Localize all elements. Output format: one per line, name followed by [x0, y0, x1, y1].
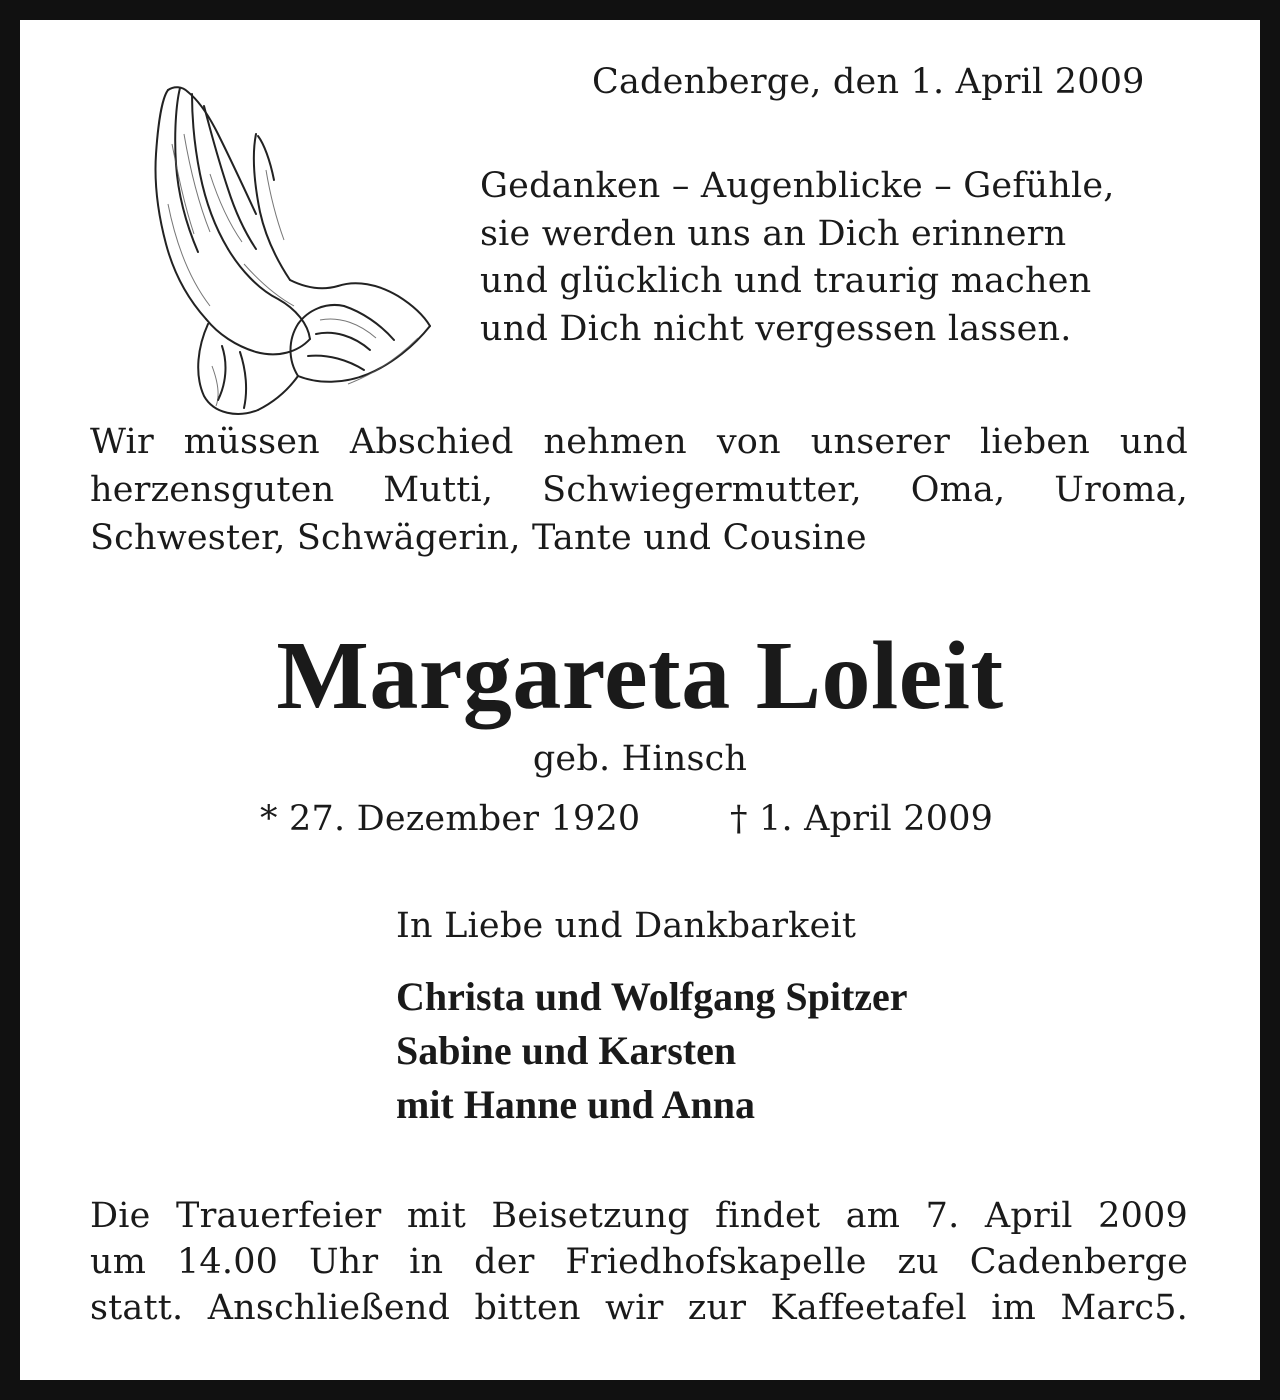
family-line: mit Hanne und Anna [396, 1082, 756, 1127]
poem-line: Gedanken – Augenblicke – Gefühle, [480, 166, 1115, 206]
maiden-name: geb. Hinsch [532, 739, 748, 779]
family-line: Christa und Wolfgang Spitzer [396, 974, 908, 1019]
life-dates [260, 796, 993, 843]
birth-date: * 27. Dezember 1920 [260, 799, 641, 839]
intro-line: Schwester, Schwägerin, Tante und Cousine [90, 518, 867, 558]
intro-line: Wir müssen Abschied nehmen von unserer lieben und [90, 422, 1188, 462]
place-date: Cadenberge, den 1. April 2009 [592, 62, 1145, 102]
funeral-line: Die Trauerfeier mit Beisetzung findet am 7. April 2009 [90, 1196, 1188, 1236]
intro-line: herzensguten Mutti, Schwiegermutter, Oma, Uroma, [90, 470, 1188, 510]
family-names [396, 970, 908, 1132]
death-date: † 1. April 2009 [730, 799, 994, 839]
thanks-line: In Liebe und Dankbarkeit [396, 906, 857, 946]
praying-hands-icon [148, 84, 433, 419]
funeral-line: statt. Anschließend bitten wir zur Kaffeetafel im Marc5. [90, 1288, 1188, 1328]
poem-line: und glücklich und traurig machen [480, 261, 1092, 301]
funeral-paragraph [90, 1193, 1188, 1331]
poem [480, 163, 1115, 353]
deceased-name: Margareta Loleit [276, 622, 1004, 730]
poem-line: sie werden uns an Dich erinnern [480, 213, 1067, 254]
intro-paragraph [90, 419, 1188, 563]
poem-line: und Dich nicht vergessen lassen. [480, 308, 1072, 349]
funeral-line: um 14.00 Uhr in der Friedhofskapelle zu Cadenberge [90, 1242, 1188, 1282]
family-line: Sabine und Karsten [396, 1028, 737, 1073]
